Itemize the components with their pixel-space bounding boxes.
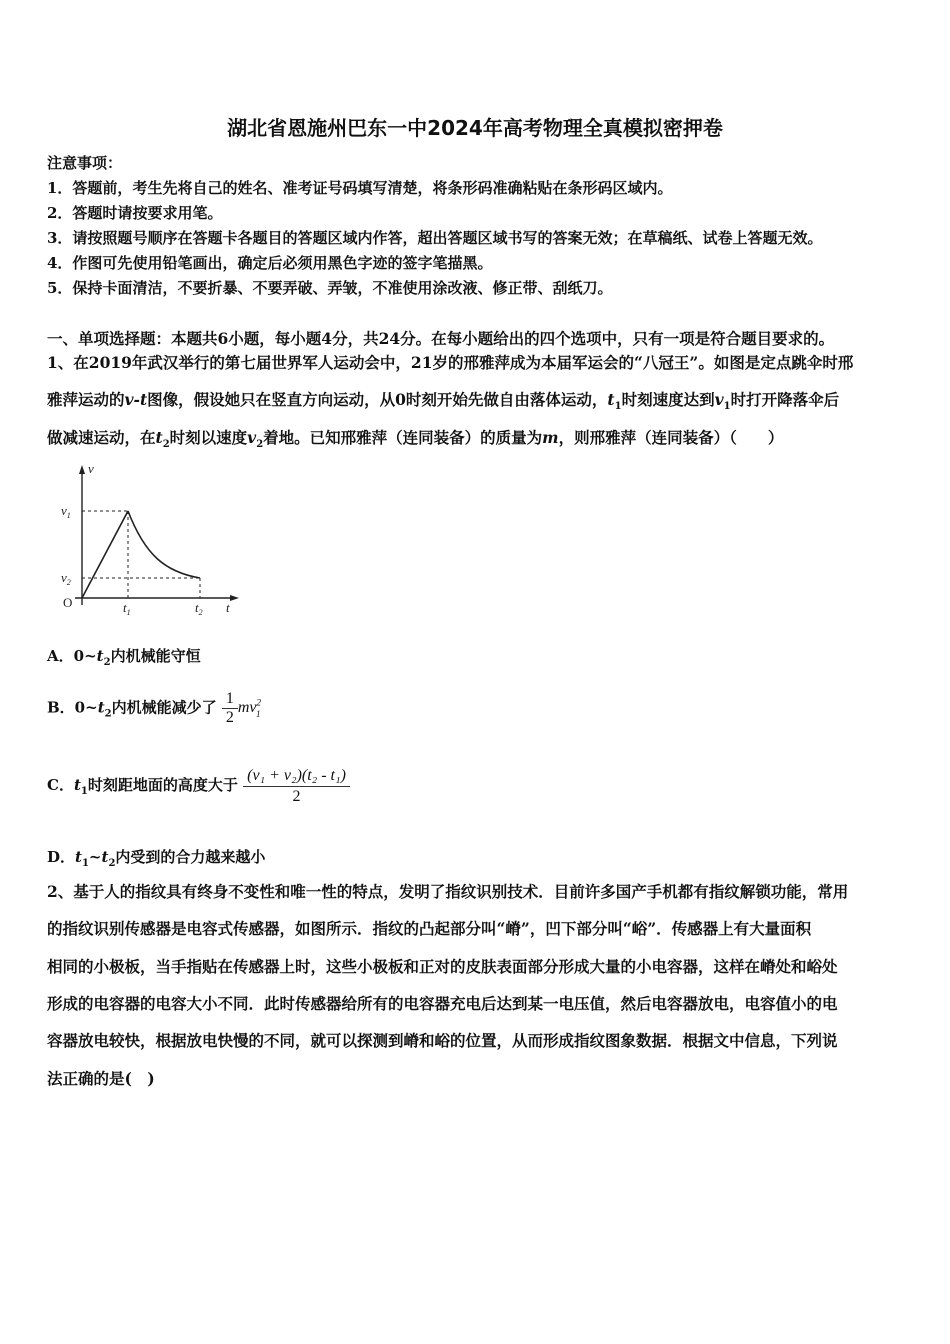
notice-item-5: 5．保持卡面清洁，不要折暴、不要弄破、弄皱，不准使用涂改液、修正带、刮纸刀。 (47, 279, 613, 297)
free-fall-segment (82, 511, 128, 598)
fraction-denominator: 2 (243, 786, 350, 807)
q1-line3-c: 着地。已知邢雅萍（连同装备）的质量为 (263, 428, 543, 447)
sym-sub: 1 (614, 401, 622, 413)
option-c[interactable] (47, 760, 350, 810)
option-d[interactable] (47, 846, 265, 869)
sym-sub: 2 (162, 439, 170, 451)
sym-sub: 2 (256, 439, 264, 451)
t2-label: $t_2$ (195, 600, 203, 617)
q1-line2-c: 时刻速度达到 (621, 390, 715, 409)
v1-label: $v_1$ (61, 503, 71, 520)
axis-v-label: v (88, 461, 94, 476)
sym-sub: 1 (80, 786, 88, 797)
sym-t: t (73, 776, 81, 794)
sym-t: t (607, 390, 615, 409)
fraction-denominator: 2 (222, 708, 238, 727)
fraction-numerator: 1 (225, 689, 234, 707)
option-c-text: 时刻距地面的高度大于 (87, 776, 238, 794)
half-fraction (222, 690, 238, 727)
sym-t: t (75, 848, 82, 866)
sym-t: t (96, 647, 104, 665)
option-d-text: 内受到的合力越来越小 (115, 848, 266, 866)
deceleration-curve (128, 511, 200, 578)
q1-line3 (47, 426, 783, 450)
sym-v: v (714, 390, 724, 409)
option-c-prefix: C． (47, 776, 74, 794)
fraction-numerator: (v₁ + v₂)(t₂ - t₁) (247, 766, 346, 784)
section1-header: 一、单项选择题：本题共6小题，每小题4分，共24分。在每小题给出的四个选项中，只有一项是符合题目要求的。 (47, 329, 835, 348)
vt-graph (55, 460, 245, 620)
notice-item-4: 4．作图可先使用铅笔画出，确定后必须用黑色字迹的签字笔描黑。 (47, 254, 493, 272)
q1-line3-b: 时刻以速度 (169, 428, 248, 447)
axis-t-label: t (226, 600, 230, 615)
q2-line-2: 的指纹识别传感器是电容式传感器，如图所示．指纹的凸起部分叫“嵴”，凹下部分叫“峪”．传感器上有大量面积 (47, 919, 812, 938)
sym-sub: 2 (108, 858, 116, 869)
sym-sub: 2 (103, 657, 111, 668)
option-b-text: 内机械能减少了 (111, 698, 217, 717)
notice-heading: 注意事项： (47, 154, 123, 172)
sym-t: t (155, 428, 163, 447)
q1-line3-d: ，则邢雅萍（连同装备）（ ） (558, 428, 784, 447)
q2-line-6: 法正确的是( ) (47, 1069, 155, 1088)
option-b-prefix: B．0~ (47, 698, 98, 717)
origin-label: O (63, 595, 73, 610)
option-a-text: 内机械能守恒 (110, 647, 201, 665)
v-axis-arrow (79, 465, 85, 474)
q1-line2-a: 雅萍运动的 (47, 390, 125, 409)
q2-line-3: 相同的小极板，当手指贴在传感器上时，这些小极板和正对的皮肤表面部分形成大量的小电容器，这样在嵴处和峪处 (47, 957, 838, 976)
t1-label: $t_1$ (123, 600, 131, 617)
sym-v: v (247, 428, 257, 447)
sym-t: t (97, 698, 105, 717)
option-a-prefix: A．0~ (47, 647, 97, 665)
q1-line1: 1、在2019年武汉举行的第七届世界军人运动会中，21岁的邢雅萍成为本届军运会的“八冠王”。如图是定点跳伞时邢 (47, 353, 854, 372)
option-b[interactable] (47, 680, 261, 726)
option-a[interactable] (47, 645, 201, 668)
page-title: 湖北省恩施州巴东一中2024年高考物理全真模拟密押卷 (227, 116, 723, 140)
sym-sub: 1 (81, 858, 89, 869)
mv-expression: $mv^2_1$ (237, 698, 261, 719)
notice-item-1: 1．答题前，考生先将自己的姓名、准考证号码填写清楚，将条形码准确粘贴在条形码区域内。 (47, 179, 673, 197)
sym-sub: 1 (723, 401, 731, 413)
q1-line2-b: 图像，假设她只在竖直方向运动，从0时刻开始先做自由落体运动， (147, 390, 608, 409)
v2-label: $v_2$ (61, 570, 71, 587)
sym-t: t (101, 848, 109, 866)
q2-line-1: 2、基于人的指纹具有终身不变性和唯一性的特点，发明了指纹识别技术．目前许多国产手机都有指纹解锁功能，常用 (47, 882, 849, 901)
height-fraction (243, 766, 350, 807)
option-d-tilde: ~ (88, 848, 102, 866)
q1-line2 (47, 388, 839, 412)
q1-vt-symbol: v-t (124, 390, 148, 409)
sym-sub: 2 (104, 708, 112, 720)
q1-line3-a: 做减速运动，在 (47, 428, 156, 447)
q2-line-5: 容器放电较快，根据放电快慢的不同，就可以探测到嵴和峪的位置，从而形成指纹图象数据．根据文中信息，下列说 (47, 1031, 838, 1050)
q1-line2-d: 时打开降落伞后 (730, 390, 840, 409)
q2-line-4: 形成的电容器的电容大小不同．此时传感器给所有的电容器充电后达到某一电压值，然后电容器放电，电容值小的电 (47, 994, 838, 1013)
t-axis-arrow (230, 595, 239, 601)
option-d-prefix: D． (47, 848, 76, 866)
notice-item-3: 3．请按照题号顺序在答题卡各题目的答题区域内作答，超出答题区域书写的答案无效；在草稿纸、试卷上答题无效。 (47, 229, 823, 247)
notice-item-2: 2．答题时请按要求用笔。 (47, 204, 223, 222)
mass-symbol: m (542, 428, 559, 447)
